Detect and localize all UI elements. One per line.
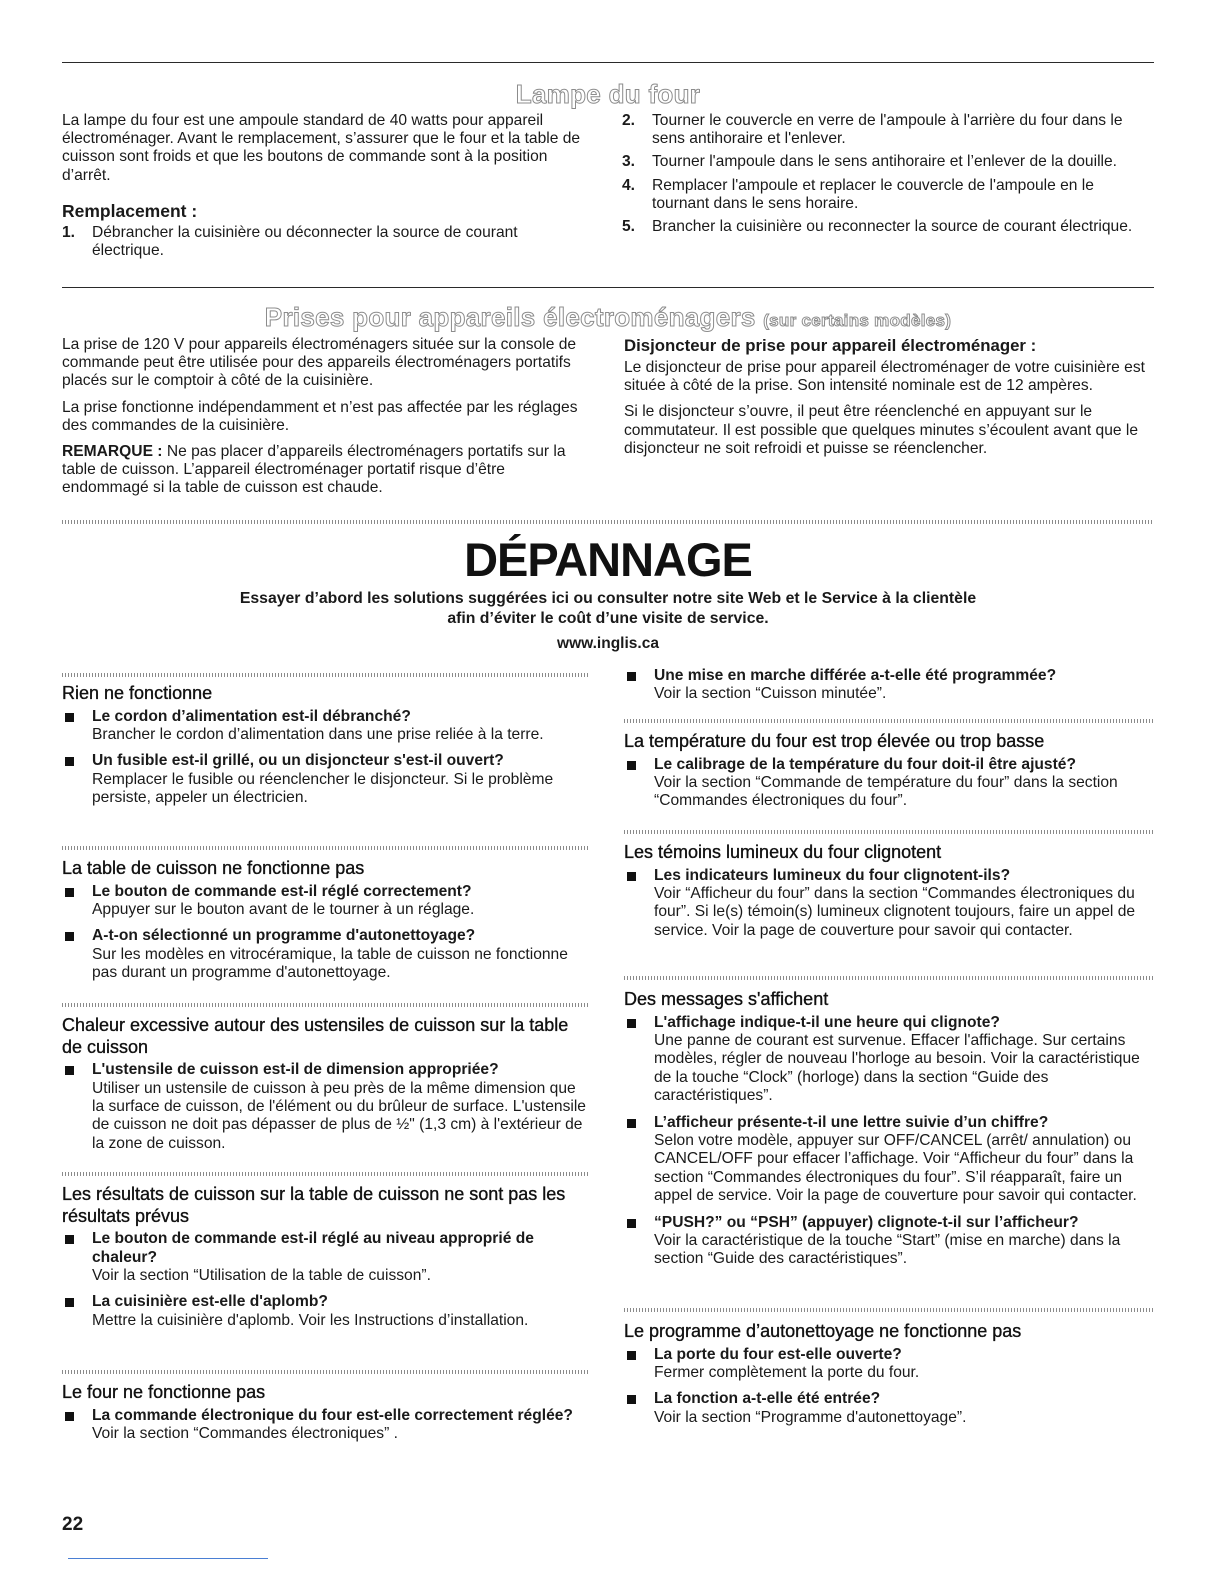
bullet-icon [627, 872, 636, 881]
page-number: 22 [62, 1514, 84, 1535]
note-label: REMARQUE : [62, 443, 163, 461]
ts-section [624, 989, 1154, 1277]
troubleshooting-intro-2: afin d’éviter le coût d’une visite de service. [447, 610, 769, 627]
answer: Selon votre modèle, appuyer sur OFF/CANCEL (arrêt/ annulation) ou CANCEL/OFF pour effacer l’affichage. Voir “Afficheur du four” dans la section “Commandes électroniques du four”. S’il réapparaît, faire un appel de service. Voir la page de couverture pour savoir qui contacter. [654, 1132, 1137, 1205]
lamp-steps-left [62, 224, 592, 260]
bullet-icon [627, 1019, 636, 1028]
outlets-rule [62, 287, 1154, 288]
troubleshooting-title: DÉPANNAGE [464, 533, 752, 586]
answer: Fermer complètement la porte du four. [654, 1364, 920, 1381]
list-item [624, 756, 1154, 811]
divider-hatch [62, 1172, 588, 1176]
replacement-heading: Remplacement : [62, 200, 198, 221]
divider-hatch [62, 520, 1154, 524]
bullet-icon [65, 1298, 74, 1307]
question: La cuisinière est-elle d'aplomb? [92, 1293, 328, 1311]
divider-hatch [624, 1308, 1154, 1312]
lamp-intro: La lampe du four est une ampoule standard de 40 watts pour appareil électroménager. Avant le remplacement, s’assurer que le four et la table de cuisson sont froids et que les boutons de commande sont à la position d’arrêt. [62, 112, 581, 184]
list-item [62, 883, 592, 920]
divider-hatch [624, 976, 1154, 980]
question: Les indicateurs lumineux du four clignotent-ils? [654, 866, 1011, 884]
answer: Voir la caractéristique de la touche “Start” (mise en marche) dans la section “Guide des caractéristiques”. [654, 1232, 1121, 1268]
bullet-icon [65, 932, 74, 941]
website-link[interactable]: www.inglis.ca [557, 635, 659, 652]
list-item [62, 927, 592, 982]
question: La commande électronique du four est-elle correctement réglée? [92, 1406, 573, 1424]
list-item [624, 867, 1154, 941]
outlets-title: Prises pour appareils électroménagers (sur certains modèles) [264, 302, 952, 332]
list-item [62, 1293, 592, 1330]
bullet-icon [65, 1235, 74, 1244]
outlets-note: REMARQUE : Ne pas placer d’appareils électroménagers portatifs sur la table de cuisson. L’appareil électroménager portatif risque d’être endommagé si la table de cuisson est chaude. [62, 443, 566, 497]
ts-section [624, 731, 1154, 819]
list-item [624, 1346, 1154, 1383]
divider-hatch [624, 719, 1154, 723]
lamp-right-column [622, 112, 1154, 241]
section-heading: Des messages s'affichent [624, 989, 829, 1009]
list-item [624, 1114, 1154, 1206]
answer: Voir la section “Programme d'autonettoyage”. [654, 1408, 967, 1426]
question: Le bouton de commande est-il réglé correctement? [92, 882, 472, 900]
answer: Appuyer sur le bouton avant de le tourner à un réglage. [92, 901, 475, 918]
list-item [62, 752, 592, 807]
list-item [62, 708, 592, 745]
section-heading: Chaleur excessive autour des ustensiles de cuisson sur la table de cuisson [62, 1015, 569, 1057]
question: La fonction a-t-elle été entrée? [654, 1390, 881, 1408]
ts-section [624, 842, 1154, 948]
ts-section [624, 667, 1154, 712]
lamp-step: 1. Débrancher la cuisinière ou déconnecter la source de courant électrique. [62, 223, 518, 260]
ts-section [624, 1321, 1154, 1435]
section-heading: Les témoins lumineux du four clignotent [624, 842, 942, 862]
question: Le cordon d’alimentation est-il débranché? [92, 707, 411, 725]
bullet-icon [65, 1412, 74, 1421]
bullet-icon [65, 713, 74, 722]
section-heading: Rien ne fonctionne [62, 683, 213, 703]
list-item [624, 1214, 1154, 1269]
outlets-right-column [624, 336, 1154, 466]
section-heading: Le four ne fonctionne pas [62, 1382, 266, 1402]
section-heading: Le programme d’autonettoyage ne fonctionne pas [624, 1321, 1022, 1341]
list-item [624, 1014, 1154, 1106]
divider-hatch [62, 1370, 588, 1374]
list-item [62, 1407, 592, 1444]
bullet-icon [65, 1066, 74, 1075]
question: Une mise en marche différée a-t-elle été programmée? [654, 667, 1057, 684]
list-item [62, 1061, 592, 1153]
divider-hatch [62, 673, 588, 677]
ts-section [62, 1184, 592, 1338]
question: L’afficheur présente-t-il une lettre suivie d’un chiffre? [654, 1113, 1049, 1131]
answer: Voir la section “Commande de température du four” dans la section “Commandes électroniques du four”. [654, 774, 1118, 810]
question: Un fusible est-il grillé, ou un disjoncteur s'est-il ouvert? [92, 752, 504, 770]
bullet-icon [627, 672, 636, 681]
breaker-heading: Disjoncteur de prise pour appareil électroménager : [624, 336, 1037, 355]
outlets-left-column [62, 336, 592, 506]
list-item [624, 1390, 1154, 1427]
bullet-icon [627, 761, 636, 770]
question: Le calibrage de la température du four doit-il être ajusté? [654, 755, 1076, 773]
question: “PUSH?” ou “PSH” (appuyer) clignote-t-il sur l’afficheur? [654, 1213, 1079, 1231]
section-heading: La table de cuisson ne fonctionne pas [62, 858, 365, 878]
troubleshooting-intro-1: Essayer d’abord les solutions suggérées ici ou consulter notre site Web et le Service à la clientèle [239, 590, 977, 607]
answer: Voir la section “Cuisson minutée”. [654, 685, 887, 703]
divider-hatch [62, 846, 588, 850]
answer: Mettre la cuisinière d'aplomb. Voir les Instructions d’installation. [92, 1311, 529, 1329]
ts-section [62, 858, 592, 991]
question: La porte du four est-elle ouverte? [654, 1345, 902, 1363]
bullet-icon [65, 888, 74, 897]
divider-hatch [624, 830, 1154, 834]
outlets-title-suffix: (sur certains modèles) [763, 311, 952, 330]
ts-section [62, 683, 592, 816]
answer: Une panne de courant est survenue. Effacer l'affichage. Sur certains modèles, régler de nouveau l'horloge au besoin. Voir la caractéristique de la touche “Clock” (horloge) dans la section “Guide des caractéristiques”. [654, 1032, 1140, 1105]
answer: Voir la section “Utilisation de la table de cuisson”. [92, 1267, 431, 1284]
breaker-para1: Le disjoncteur de prise pour appareil électroménager de votre cuisinière est située à côté de la prise. Son intensité nominale est de 12 ampères. [624, 359, 1145, 395]
list-item [624, 667, 1154, 704]
lamp-step: 3. Tourner l'ampoule dans le sens antihoraire et l’enlever de la douille. [622, 153, 1118, 171]
bullet-icon [627, 1219, 636, 1228]
top-rule [62, 62, 1154, 63]
outlets-para2: La prise fonctionne indépendamment et n’est pas affectée par les réglages des commandes de la cuisinière. [62, 398, 578, 434]
page [62, 0, 1154, 1584]
lamp-step: 5. Brancher la cuisinière ou reconnecter la source de courant électrique. [622, 218, 1133, 236]
lamp-step: 2. Tourner le couvercle en verre de l'ampoule à l'arrière du four dans le sens antihoraire et l'enlever. [622, 112, 1123, 148]
section-heading: Les résultats de cuisson sur la table de cuisson ne sont pas les résultats prévus [62, 1184, 566, 1226]
bullet-icon [627, 1395, 636, 1404]
question: L'affichage indique-t-il une heure qui clignote? [654, 1013, 1000, 1031]
outlets-para1: La prise de 120 V pour appareils électroménagers située sur la console de commande peut être utilisée pour des appareils électroménagers portatifs placés sur le comptoir à côté de la cuisinière. [62, 336, 577, 390]
question: L'ustensile de cuisson est-il de dimension appropriée? [92, 1061, 499, 1079]
bullet-icon [65, 757, 74, 766]
answer: Sur les modèles en vitrocéramique, la table de cuisson ne fonctionne pas durant un programme d'autonettoyage. [92, 945, 568, 982]
divider-hatch [62, 1003, 588, 1007]
ts-section [62, 1382, 592, 1451]
answer: Utiliser un ustensile de cuisson à peu près de la même dimension que la surface de cuisson, de l'élément ou du brûleur de surface. L'ustensile de cuisson ne doit pas dépasser de plus de ½" (1,3 cm) à l'extérieur de la zone de cuisson. [92, 1079, 586, 1152]
answer: Brancher le cordon d’alimentation dans une prise reliée à la terre. [92, 726, 544, 743]
bullet-icon [627, 1119, 636, 1128]
lamp-steps-right [622, 112, 1154, 236]
bottom-link-line [68, 1558, 268, 1559]
question: A-t-on sélectionné un programme d'autonettoyage? [92, 927, 476, 945]
lamp-title: Lampe du four [515, 79, 701, 109]
answer: Voir “Afficheur du four” dans la section “Commandes électroniques du four”. Si le(s) témoin(s) lumineux clignotent toujours, faire un appel de service. Voir la page de couverture pour savoir qui contacter. [654, 885, 1136, 939]
section-heading: La température du four est trop élevée ou trop basse [624, 731, 1045, 751]
answer: Voir la section “Commandes électroniques” . [92, 1425, 398, 1442]
lamp-left-column [62, 112, 592, 265]
breaker-para2: Si le disjoncteur s’ouvre, il peut être réenclenché en appuyant sur le commutateur. Il est possible que quelques minutes s’écoulent avant que le disjoncteur ne soit refroidi et puisse se réenclencher. [624, 403, 1139, 457]
answer: Remplacer le fusible ou réenclencher le disjoncteur. Si le problème persiste, appeler un électricien. [92, 770, 554, 807]
ts-section [62, 1015, 592, 1161]
question: Le bouton de commande est-il réglé au niveau approprié de chaleur? [92, 1230, 534, 1266]
list-item [62, 1230, 592, 1285]
lamp-step: 4. Remplacer l'ampoule et replacer le couvercle de l'ampoule en le tournant dans le sens horaire. [622, 176, 1094, 212]
bullet-icon [627, 1351, 636, 1360]
